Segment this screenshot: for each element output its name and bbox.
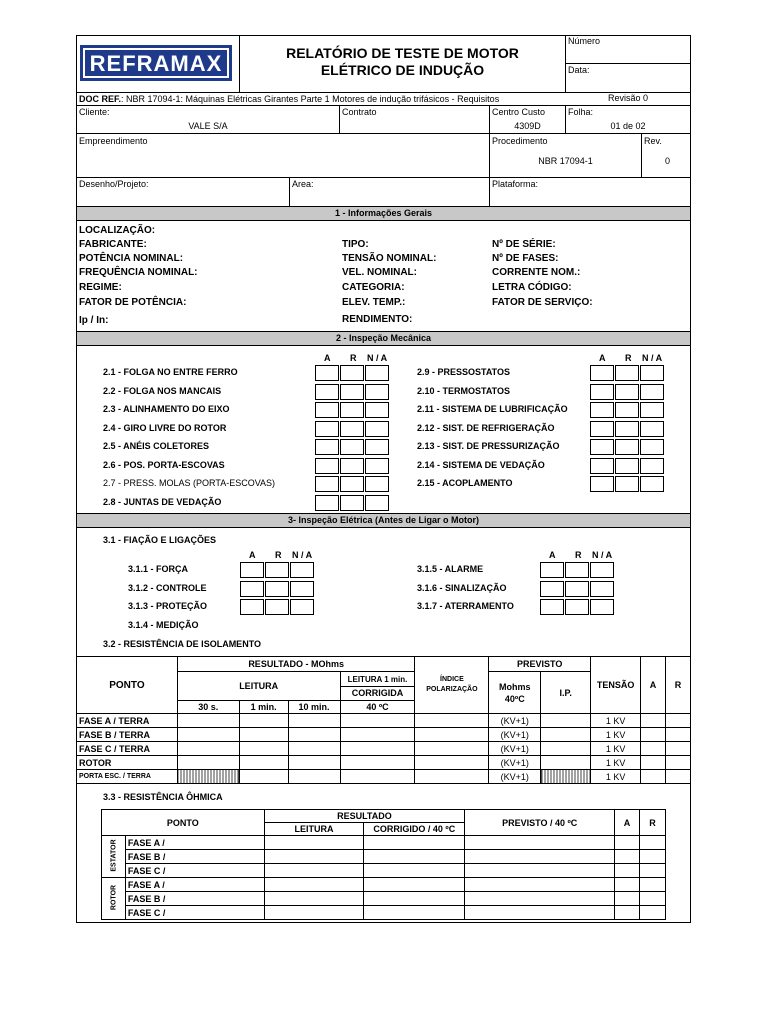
- iso-header-r: R: [665, 657, 690, 714]
- iso-cell-ip[interactable]: [541, 714, 591, 728]
- doc-ref-value: : NBR 17094-1: Máquinas Elétricas Girantes Parte 1 Motores de indução trifásicos - Requisitos: [121, 94, 500, 104]
- iso-cell-indice[interactable]: [415, 770, 489, 784]
- iso-header-resultado: RESULTADO - MOhms: [177, 657, 415, 672]
- info-regime: REGIME:: [79, 282, 122, 293]
- iso-header-a: A: [641, 657, 666, 714]
- iso-cell-indice[interactable]: [415, 728, 489, 742]
- iso-cell-ip[interactable]: [541, 742, 591, 756]
- iso-cell-10min[interactable]: [288, 728, 340, 742]
- item-3-1-1-checkbox-a[interactable]: [240, 562, 264, 578]
- sub-3-2: 3.2 - RESISTÊNCIA DE ISOLAMENTO: [103, 639, 262, 649]
- info-rendimento: RENDIMENTO:: [342, 314, 413, 325]
- ohm-group-label-rotor: ROTOR: [110, 884, 118, 911]
- centro-custo-value: 4309D: [514, 121, 541, 131]
- iso-cell-1min[interactable]: [239, 756, 288, 770]
- item-2-14-checkbox-a[interactable]: [590, 458, 614, 474]
- item-2-14-checkbox-r[interactable]: [615, 458, 639, 474]
- item-2-12-checkbox-r[interactable]: [615, 421, 639, 437]
- iso-tensao: 1 KV: [591, 742, 641, 756]
- ohm-header-previsto: PREVISTO / 40 ºC: [465, 810, 615, 836]
- item-3-1-7: 3.1.7 - ATERRAMENTO: [417, 601, 514, 611]
- ohm-cell-leitura[interactable]: [264, 878, 364, 892]
- ohm-cell-r[interactable]: [639, 864, 665, 878]
- sub-3-3: 3.3 - RESISTÊNCIA ÔHMICA: [103, 792, 223, 802]
- table-row: [102, 836, 666, 850]
- arn3-left-r: R: [275, 550, 282, 560]
- area-label: Area:: [292, 179, 314, 189]
- info-serie: Nº DE SÉRIE:: [492, 239, 556, 250]
- info-localizacao: LOCALIZAÇÃO:: [79, 225, 156, 236]
- ohm-header-ponto: PONTO: [102, 810, 265, 836]
- item-2-12-checkbox-a[interactable]: [590, 421, 614, 437]
- item-3-1-6-checkbox-r[interactable]: [565, 581, 589, 597]
- ohm-header-resultado: RESULTADO: [264, 810, 465, 823]
- ohm-header-corrigido: CORRIGIDO / 40 ºC: [364, 823, 465, 836]
- item-2-3-checkbox-a[interactable]: [315, 402, 339, 418]
- arn-header-left-a: A: [324, 353, 331, 363]
- arn3-left-na: N / A: [292, 550, 313, 560]
- ohm-cell-r[interactable]: [639, 906, 665, 920]
- iso-cell-a[interactable]: [641, 756, 666, 770]
- info-tensao: TENSÃO NOMINAL:: [342, 253, 437, 264]
- iso-cell-30s[interactable]: [177, 742, 239, 756]
- item-3-1-3: 3.1.3 - PROTEÇÃO: [128, 601, 208, 611]
- ohm-cell-r[interactable]: [639, 892, 665, 906]
- item-3-1-1: 3.1.1 - FORÇA: [128, 564, 189, 574]
- iso-header-indice: [415, 657, 489, 714]
- iso-cell-ip[interactable]: [541, 756, 591, 770]
- iso-mohms: Mohms: [499, 681, 531, 692]
- table-row: [77, 742, 691, 756]
- iso-ponto: FASE A / TERRA: [77, 714, 178, 728]
- iso-cell-30s[interactable]: [177, 756, 239, 770]
- item-2-11-checkbox-a[interactable]: [590, 402, 614, 418]
- item-2-6-checkbox-a[interactable]: [315, 458, 339, 474]
- ohm-group-label-estator: ESTATOR: [110, 839, 118, 872]
- data-label: Data:: [568, 65, 590, 75]
- iso-cell-r[interactable]: [665, 728, 690, 742]
- section3-title: 3- Inspeção Elétrica (Antes de Ligar o Motor): [76, 513, 691, 528]
- ohm-phase-estator-2: FASE B /: [125, 850, 264, 864]
- ohm-header-r: R: [639, 810, 665, 836]
- ohm-cell-r[interactable]: [639, 850, 665, 864]
- ohm-cell-a[interactable]: [615, 906, 640, 920]
- ohm-cell-a[interactable]: [615, 850, 640, 864]
- item-2-15-checkbox-na[interactable]: [640, 476, 664, 492]
- iso-ponto: FASE C / TERRA: [77, 742, 178, 756]
- iso-header-leitura: LEITURA: [177, 672, 340, 701]
- iso-cell-ip[interactable]: [541, 770, 591, 784]
- iso-corrigida: CORRIGIDA: [351, 687, 404, 698]
- info-frequencia: FREQUÊNCIA NOMINAL:: [79, 267, 198, 278]
- item-3-1-7-checkbox-a[interactable]: [540, 599, 564, 615]
- info-potencia: POTÊNCIA NOMINAL:: [79, 253, 184, 264]
- item-3-1-5-checkbox-a[interactable]: [540, 562, 564, 578]
- isolation-table-body: [77, 714, 691, 784]
- ohm-cell-corrigido[interactable]: [364, 850, 465, 864]
- item-3-1-7-checkbox-r[interactable]: [565, 599, 589, 615]
- table-row: [102, 878, 666, 892]
- item-2-14-checkbox-na[interactable]: [640, 458, 664, 474]
- item-2-7-checkbox-a[interactable]: [315, 476, 339, 492]
- ohm-header-a: A: [615, 810, 640, 836]
- ohm-cell-leitura[interactable]: [264, 836, 364, 850]
- iso-header-40c: 40 ºC: [340, 701, 415, 714]
- item-2-3: 2.3 - ALINHAMENTO DO EIXO: [103, 404, 230, 414]
- ohm-cell-previsto[interactable]: [465, 850, 615, 864]
- arn3-right-a: A: [549, 550, 556, 560]
- iso-cell-10min[interactable]: [288, 742, 340, 756]
- ohm-cell-corrigido[interactable]: [364, 836, 465, 850]
- ohm-phase-rotor-3: FASE C /: [125, 906, 264, 920]
- item-2-1-checkbox-na[interactable]: [365, 365, 389, 381]
- ohm-group-rotor: [102, 878, 126, 920]
- item-2-5-checkbox-r[interactable]: [340, 439, 364, 455]
- table-row: [77, 714, 691, 728]
- item-2-8-checkbox-r[interactable]: [340, 495, 364, 511]
- table-row: [102, 906, 666, 920]
- iso-indice-2: POLARIZAÇÃO: [426, 686, 478, 693]
- item-2-6-checkbox-r[interactable]: [340, 458, 364, 474]
- arn3-right-na: N / A: [592, 550, 613, 560]
- empreendimento-label: Empreendimento: [79, 136, 148, 146]
- iso-cell-1min[interactable]: [239, 714, 288, 728]
- cliente-label: Cliente:: [79, 107, 110, 117]
- item-2-5: 2.5 - ANÉIS COLETORES: [103, 441, 210, 451]
- item-2-15-checkbox-r[interactable]: [615, 476, 639, 492]
- item-2-10-checkbox-a[interactable]: [590, 384, 614, 400]
- item-3-1-2: 3.1.2 - CONTROLE: [128, 583, 207, 593]
- ohm-cell-previsto[interactable]: [465, 878, 615, 892]
- area-field[interactable]: [289, 177, 490, 207]
- item-2-12: 2.12 - SIST. DE REFRIGERAÇÃO: [417, 423, 555, 433]
- info-categoria: CATEGORIA:: [342, 282, 405, 293]
- item-3-1-2-checkbox-a[interactable]: [240, 581, 264, 597]
- iso-tensao: 1 KV: [591, 770, 641, 784]
- iso-ponto: PORTA ESC. / TERRA: [77, 770, 178, 784]
- procedimento-label: Procedimento: [492, 136, 548, 146]
- ohm-cell-corrigido[interactable]: [364, 864, 465, 878]
- info-fases: Nº DE FASES:: [492, 253, 559, 264]
- revisao: Revisão 0: [607, 93, 649, 103]
- item-2-13-checkbox-a[interactable]: [590, 439, 614, 455]
- item-2-11-checkbox-r[interactable]: [615, 402, 639, 418]
- iso-header-1min: 1 min.: [239, 701, 288, 714]
- title-line-1: RELATÓRIO DE TESTE DE MOTOR: [286, 45, 519, 61]
- title-line-2: ELÉTRICO DE INDUÇÃO: [320, 62, 485, 78]
- iso-cell-r[interactable]: [665, 714, 690, 728]
- iso-cell-ip[interactable]: [541, 728, 591, 742]
- item-3-1-1-checkbox-na[interactable]: [290, 562, 314, 578]
- iso-cell-r[interactable]: [665, 742, 690, 756]
- iso-header-30s: 30 s.: [177, 701, 239, 714]
- iso-leitura-1min: LEITURA 1 min.: [341, 673, 415, 687]
- iso-cell-corrigida[interactable]: [340, 770, 415, 784]
- item-2-15-checkbox-a[interactable]: [590, 476, 614, 492]
- doc-ref-label: DOC REF.: [79, 94, 122, 104]
- iso-cell-corrigida[interactable]: [340, 714, 415, 728]
- item-2-2-checkbox-r[interactable]: [340, 384, 364, 400]
- iso-cell-a[interactable]: [641, 770, 666, 784]
- iso-header-corrigida: [340, 672, 415, 701]
- iso-previsto: (KV+1): [489, 756, 541, 770]
- folha-value: 01 de 02: [610, 121, 646, 131]
- ohm-phase-rotor-2: FASE B /: [125, 892, 264, 906]
- ohm-cell-a[interactable]: [615, 892, 640, 906]
- doc-ref: [79, 94, 559, 104]
- iso-cell-indice[interactable]: [415, 742, 489, 756]
- iso-ponto: FASE B / TERRA: [77, 728, 178, 742]
- iso-previsto: (KV+1): [489, 714, 541, 728]
- ohm-cell-a[interactable]: [615, 836, 640, 850]
- ohm-cell-leitura[interactable]: [264, 906, 364, 920]
- item-2-4-checkbox-r[interactable]: [340, 421, 364, 437]
- iso-header-mohms: [489, 672, 541, 714]
- ohm-phase-rotor-1: FASE A /: [125, 878, 264, 892]
- item-2-1-checkbox-r[interactable]: [340, 365, 364, 381]
- iso-header-ip: I.P.: [541, 672, 591, 714]
- iso-indice-1: ÍNDICE: [440, 676, 464, 683]
- folha-label: Folha:: [568, 107, 594, 117]
- item-3-1-3-checkbox-na[interactable]: [290, 599, 314, 615]
- company-logo: [80, 45, 232, 81]
- table-row: [77, 728, 691, 742]
- ohmic-table: [101, 809, 666, 920]
- item-3-1-5: 3.1.5 - ALARME: [417, 564, 484, 574]
- item-2-1-checkbox-a[interactable]: [315, 365, 339, 381]
- iso-cell-indice[interactable]: [415, 756, 489, 770]
- item-2-9-checkbox-r[interactable]: [615, 365, 639, 381]
- iso-previsto: (KV+1): [489, 742, 541, 756]
- item-2-13-checkbox-r[interactable]: [615, 439, 639, 455]
- iso-cell-r[interactable]: [665, 756, 690, 770]
- iso-tensao: 1 KV: [591, 714, 641, 728]
- ohm-cell-r[interactable]: [639, 836, 665, 850]
- item-2-4: 2.4 - GIRO LIVRE DO ROTOR: [103, 423, 227, 433]
- plataforma-label: Plataforma:: [492, 179, 539, 189]
- iso-tensao: 1 KV: [591, 756, 641, 770]
- item-2-3-checkbox-na[interactable]: [365, 402, 389, 418]
- item-2-10-checkbox-r[interactable]: [615, 384, 639, 400]
- item-2-13-checkbox-na[interactable]: [640, 439, 664, 455]
- item-2-9-checkbox-a[interactable]: [590, 365, 614, 381]
- item-3-1-6: 3.1.6 - SINALIZAÇÃO: [417, 583, 507, 593]
- item-3-1-6-checkbox-a[interactable]: [540, 581, 564, 597]
- item-2-5-checkbox-na[interactable]: [365, 439, 389, 455]
- item-2-2-checkbox-a[interactable]: [315, 384, 339, 400]
- item-3-1-5-checkbox-r[interactable]: [565, 562, 589, 578]
- arn3-left-a: A: [249, 550, 256, 560]
- page-title: [239, 45, 566, 79]
- ohm-group-estator: [102, 836, 126, 878]
- iso-cell-10min[interactable]: [288, 714, 340, 728]
- item-2-4-checkbox-a[interactable]: [315, 421, 339, 437]
- item-2-8-checkbox-a[interactable]: [315, 495, 339, 511]
- rev-value: 0: [665, 156, 671, 166]
- item-2-15: 2.15 - ACOPLAMENTO: [417, 478, 513, 488]
- item-2-8-checkbox-na[interactable]: [365, 495, 389, 511]
- item-2-3-checkbox-r[interactable]: [340, 402, 364, 418]
- desenho-label: Desenho/Projeto:: [79, 179, 149, 189]
- item-2-11-checkbox-na[interactable]: [640, 402, 664, 418]
- iso-cell-r[interactable]: [665, 770, 690, 784]
- iso-cell-30s[interactable]: [177, 728, 239, 742]
- table-row: [102, 892, 666, 906]
- logo-text: REFRAMAX: [89, 51, 223, 76]
- item-2-11: 2.11 - SISTEMA DE LUBRIFICAÇÃO: [417, 404, 568, 414]
- item-2-4-checkbox-na[interactable]: [365, 421, 389, 437]
- ohm-cell-a[interactable]: [615, 878, 640, 892]
- arn3-right-r: R: [575, 550, 582, 560]
- iso-cell-10min[interactable]: [288, 756, 340, 770]
- arn-header-right-a: A: [599, 353, 606, 363]
- table-row: [102, 864, 666, 878]
- centro-custo-label: Centro Custo: [492, 107, 546, 117]
- ohm-header-leitura: LEITURA: [264, 823, 364, 836]
- iso-cell-corrigida[interactable]: [340, 756, 415, 770]
- item-2-10: 2.10 - TERMOSTATOS: [417, 386, 511, 396]
- numero-label: Número: [568, 36, 601, 46]
- iso-cell-a[interactable]: [641, 714, 666, 728]
- arn-header-left-r: R: [350, 353, 357, 363]
- iso-cell-10min[interactable]: [288, 770, 340, 784]
- item-2-1: 2.1 - FOLGA NO ENTRE FERRO: [103, 367, 238, 377]
- item-2-2: 2.2 - FOLGA NOS MANCAIS: [103, 386, 222, 396]
- iso-header-10min: 10 min.: [288, 701, 340, 714]
- info-corrente: CORRENTE NOM.:: [492, 267, 581, 278]
- ohm-cell-previsto[interactable]: [465, 906, 615, 920]
- arn-header-right-na: N / A: [642, 353, 663, 363]
- iso-cell-a[interactable]: [641, 742, 666, 756]
- cliente-value: VALE S/A: [188, 121, 228, 131]
- ohmic-table-body: [102, 836, 666, 920]
- iso-cell-indice[interactable]: [415, 714, 489, 728]
- iso-header-ponto: PONTO: [77, 657, 178, 714]
- item-3-1-3-checkbox-a[interactable]: [240, 599, 264, 615]
- sub-3-1: 3.1 - FIAÇÃO E LIGAÇÕES: [103, 535, 217, 545]
- ohm-cell-a[interactable]: [615, 864, 640, 878]
- ohm-cell-corrigido[interactable]: [364, 892, 465, 906]
- item-3-1-2-checkbox-na[interactable]: [290, 581, 314, 597]
- iso-cell-1min[interactable]: [239, 770, 288, 784]
- iso-cell-30s[interactable]: [177, 714, 239, 728]
- ohm-cell-corrigido[interactable]: [364, 906, 465, 920]
- item-2-6: 2.6 - POS. PORTA-ESCOVAS: [103, 460, 225, 470]
- item-2-10-checkbox-na[interactable]: [640, 384, 664, 400]
- ohm-cell-leitura[interactable]: [264, 864, 364, 878]
- iso-tensao: 1 KV: [591, 728, 641, 742]
- procedimento-value: NBR 17094-1: [538, 156, 593, 166]
- info-velocidade: VEL. NOMINAL:: [342, 267, 417, 278]
- item-2-12-checkbox-na[interactable]: [640, 421, 664, 437]
- info-fabricante: FABRICANTE:: [79, 239, 147, 250]
- arn-header-right-r: R: [625, 353, 632, 363]
- ohm-cell-leitura[interactable]: [264, 892, 364, 906]
- info-ip-in: Ip / In:: [79, 315, 109, 326]
- item-2-5-checkbox-a[interactable]: [315, 439, 339, 455]
- iso-cell-1min[interactable]: [239, 728, 288, 742]
- item-3-1-4: 3.1.4 - MEDIÇÃO: [128, 620, 199, 630]
- item-3-1-5-checkbox-na[interactable]: [590, 562, 614, 578]
- ohm-cell-corrigido[interactable]: [364, 878, 465, 892]
- arn-header-left-na: N / A: [367, 353, 388, 363]
- section2-title: 2 - Inspeção Mecânica: [76, 331, 691, 346]
- table-row: [102, 850, 666, 864]
- item-3-1-7-checkbox-na[interactable]: [590, 599, 614, 615]
- info-fator-servico: FATOR DE SERVIÇO:: [492, 297, 593, 308]
- item-2-9-checkbox-na[interactable]: [640, 365, 664, 381]
- iso-header-tensao: TENSÃO: [591, 657, 641, 714]
- iso-mohms-temp: 40ºC: [504, 693, 525, 704]
- ohm-cell-r[interactable]: [639, 878, 665, 892]
- iso-previsto: (KV+1): [489, 770, 541, 784]
- info-tipo: TIPO:: [342, 239, 369, 250]
- item-2-8: 2.8 - JUNTAS DE VEDAÇÃO: [103, 497, 222, 507]
- info-letra-codigo: LETRA CÓDIGO:: [492, 282, 572, 293]
- iso-cell-30s[interactable]: [177, 770, 239, 784]
- item-2-7-checkbox-na[interactable]: [365, 476, 389, 492]
- ohm-cell-previsto[interactable]: [465, 892, 615, 906]
- iso-cell-corrigida[interactable]: [340, 742, 415, 756]
- item-3-1-2-checkbox-r[interactable]: [265, 581, 289, 597]
- info-fator-potencia: FATOR DE POTÊNCIA:: [79, 297, 187, 308]
- iso-ponto: ROTOR: [77, 756, 178, 770]
- ohm-phase-estator-3: FASE C /: [125, 864, 264, 878]
- item-2-7: 2.7 - PRESS. MOLAS (PORTA-ESCOVAS): [103, 478, 276, 488]
- item-2-6-checkbox-na[interactable]: [365, 458, 389, 474]
- contrato-label: Contrato: [342, 107, 377, 117]
- iso-cell-a[interactable]: [641, 728, 666, 742]
- rev-label: Rev.: [644, 136, 662, 146]
- item-2-2-checkbox-na[interactable]: [365, 384, 389, 400]
- table-row: [77, 770, 691, 784]
- item-2-9: 2.9 - PRESSOSTATOS: [417, 367, 511, 377]
- info-elev-temp: ELEV. TEMP.:: [342, 297, 406, 308]
- iso-previsto: (KV+1): [489, 728, 541, 742]
- item-2-14: 2.14 - SISTEMA DE VEDAÇÃO: [417, 460, 545, 470]
- ohm-cell-leitura[interactable]: [264, 850, 364, 864]
- section1-title: 1 - Informações Gerais: [76, 206, 691, 221]
- table-row: [77, 756, 691, 770]
- ohm-phase-estator-1: FASE A /: [125, 836, 264, 850]
- item-3-1-6-checkbox-na[interactable]: [590, 581, 614, 597]
- isolation-table: [76, 656, 691, 784]
- item-2-7-checkbox-r[interactable]: [340, 476, 364, 492]
- item-3-1-1-checkbox-r[interactable]: [265, 562, 289, 578]
- iso-cell-corrigida[interactable]: [340, 728, 415, 742]
- iso-header-previsto: PREVISTO: [489, 657, 591, 672]
- item-2-13: 2.13 - SIST. DE PRESSURIZAÇÃO: [417, 441, 560, 451]
- item-3-1-3-checkbox-r[interactable]: [265, 599, 289, 615]
- ohm-cell-previsto[interactable]: [465, 864, 615, 878]
- iso-cell-1min[interactable]: [239, 742, 288, 756]
- ohm-cell-previsto[interactable]: [465, 836, 615, 850]
